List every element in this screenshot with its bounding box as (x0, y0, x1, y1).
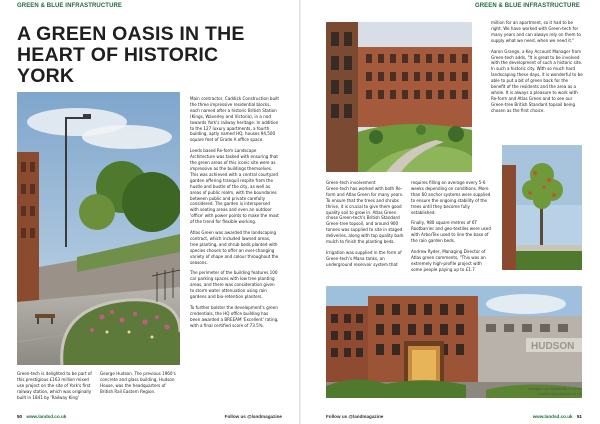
section-tag: GREEN & BLUE INFRASTRUCTURE (474, 3, 580, 9)
right-text-column: Main contractor, Caddick Construction built the three impressive residential blocks, each named after a historic British Station (Kings, Waverley and Victoria), in a nod towards York's railway heritage. In addition to the 127 luxury apartments, a fourth building, aptly named HQ, houses 94,500 square feet of Grade A office space. Leeds based Re-form Landscape Architecture was tasked with ensuring that the green areas of this iconic site were as impressive as the buildings themselves. This was achieved with a central courtyard garden offering tranquil respite from the hustle and bustle of the city, as well as areas of public realm, with the boundaries between public and private carefully considered. The garden is interspersed with seating areas and even an outdoor 'office' with power points to make the most of the trend for flexible working. Atlas Green was awarded the landscaping contract, which included lawned areas, tree planting, and shrub beds planted with species chosen to offer an ever-changing variety of shape and colour throughout the seasons. The perimeter of the building features 100 car parking spaces with low tree planting areas, and there was consideration given to storm water attenuation using rain gardens and bio-retention planters. To further bolster the development's green credentials, the HQ office building has been awarded a BREEAM 'Excellent' rating, with a final certified score of 73.5%. (190, 96, 279, 328)
section-tag: GREEN & BLUE INFRASTRUCTURE (17, 3, 123, 9)
left-page (0, 0, 299, 424)
street-planting-image (17, 92, 180, 365)
site-url: www.landsd.co.uk (26, 414, 67, 419)
subheading-involvement: Green-tech involvement Green-tech has worked with both Re-form and Atlas Green for many years. To ensure that the trees and shrubs thrive, it is crucial to give them good quality soil to grow in. Atlas Green chose Green-tech's British Standard Green-tree topsoil, and around 900 tonnes was supplied to site in staged deliveries, along with top quality bark mulch to finish the planting beds. (326, 180, 404, 245)
right-page (301, 0, 600, 424)
courtyard-photo (326, 22, 472, 172)
building-photo (326, 286, 582, 398)
follow-handle: Follow us @landmagazine (224, 414, 282, 419)
site-url: www.landsd.co.uk (532, 414, 573, 419)
seat-icon (35, 314, 55, 318)
page-footer (17, 414, 282, 419)
page-number: 50 (17, 414, 23, 419)
continuation-column: George Hudson. The previous 1960's concrete and glass building, Hudson House, was the headquarters of British Rail Eastern Region. (100, 371, 176, 394)
follow-handle: Follow us @landmagazine (326, 414, 384, 419)
mid-column: requires filling on average every 5-6 weeks depending on conditions. More than 60 anchor systems were supplied to ensure the ongoing stability of the trees until they become fully established. Finally, 980 square metres of 6T Rootbarrier and geo-textiles were used with ArborTex used to line the base of the rain garden beds. Andrew Ryder, Managing Director of Atlas green comments, "This was an extremely high-profile project with some people paying up to £1.7 (411, 180, 491, 272)
involvement-column: Green-tech involvement Green-tech has worked with both Re-form and Atlas Green for many years. To ensure that the trees and shrubs thrive, it is crucial to give them good quality soil to grow in. Atlas Green chose Green-tech's British Standard Green-tree topsoil, and around 900 tonnes was supplied to site in staged deliveries, along with top quality bark mulch to finish the planting beds. Irrigation was supplied in the form of Green-tech's Mana tanks, an underground reservoir system that (326, 180, 404, 267)
hudson-sign: HUDSON (531, 341, 575, 352)
image-credit: Images c/o Matthew + Crow matthewandcrow.co.uk (528, 386, 582, 396)
page-footer (326, 414, 582, 419)
page-title: A GREEN OASIS IN THE HEART OF HISTORIC YORK (17, 23, 245, 87)
hero-photo (17, 92, 180, 365)
intro-column: Green-tech is delighted to be part of this prestigious £163 million mixed use project on the site of York's first railway station, which was originally built in 1841 by 'Railway King' (17, 371, 92, 400)
page-number: 51 (576, 414, 582, 419)
right-col-top: million for an apartment, so it had to be right. We have worked with Green-tech for many years and can always rely on them to supply what we need, when we need it." Aaron Grange, a Key Account Manager from Green-tech adds, "It is great to be involved with the development of such a historic site. In such a historic city. With so much hard landscaping these days, it is wonderful to be able to put a bit of green back for the benefit of the residents and the area as a whole. It is always a pleasure to work with Re-form and Atlas Green and to see our Green-tree British Standard topsoil being chosen as the first choice. (491, 20, 583, 113)
tree-photo (502, 145, 582, 270)
